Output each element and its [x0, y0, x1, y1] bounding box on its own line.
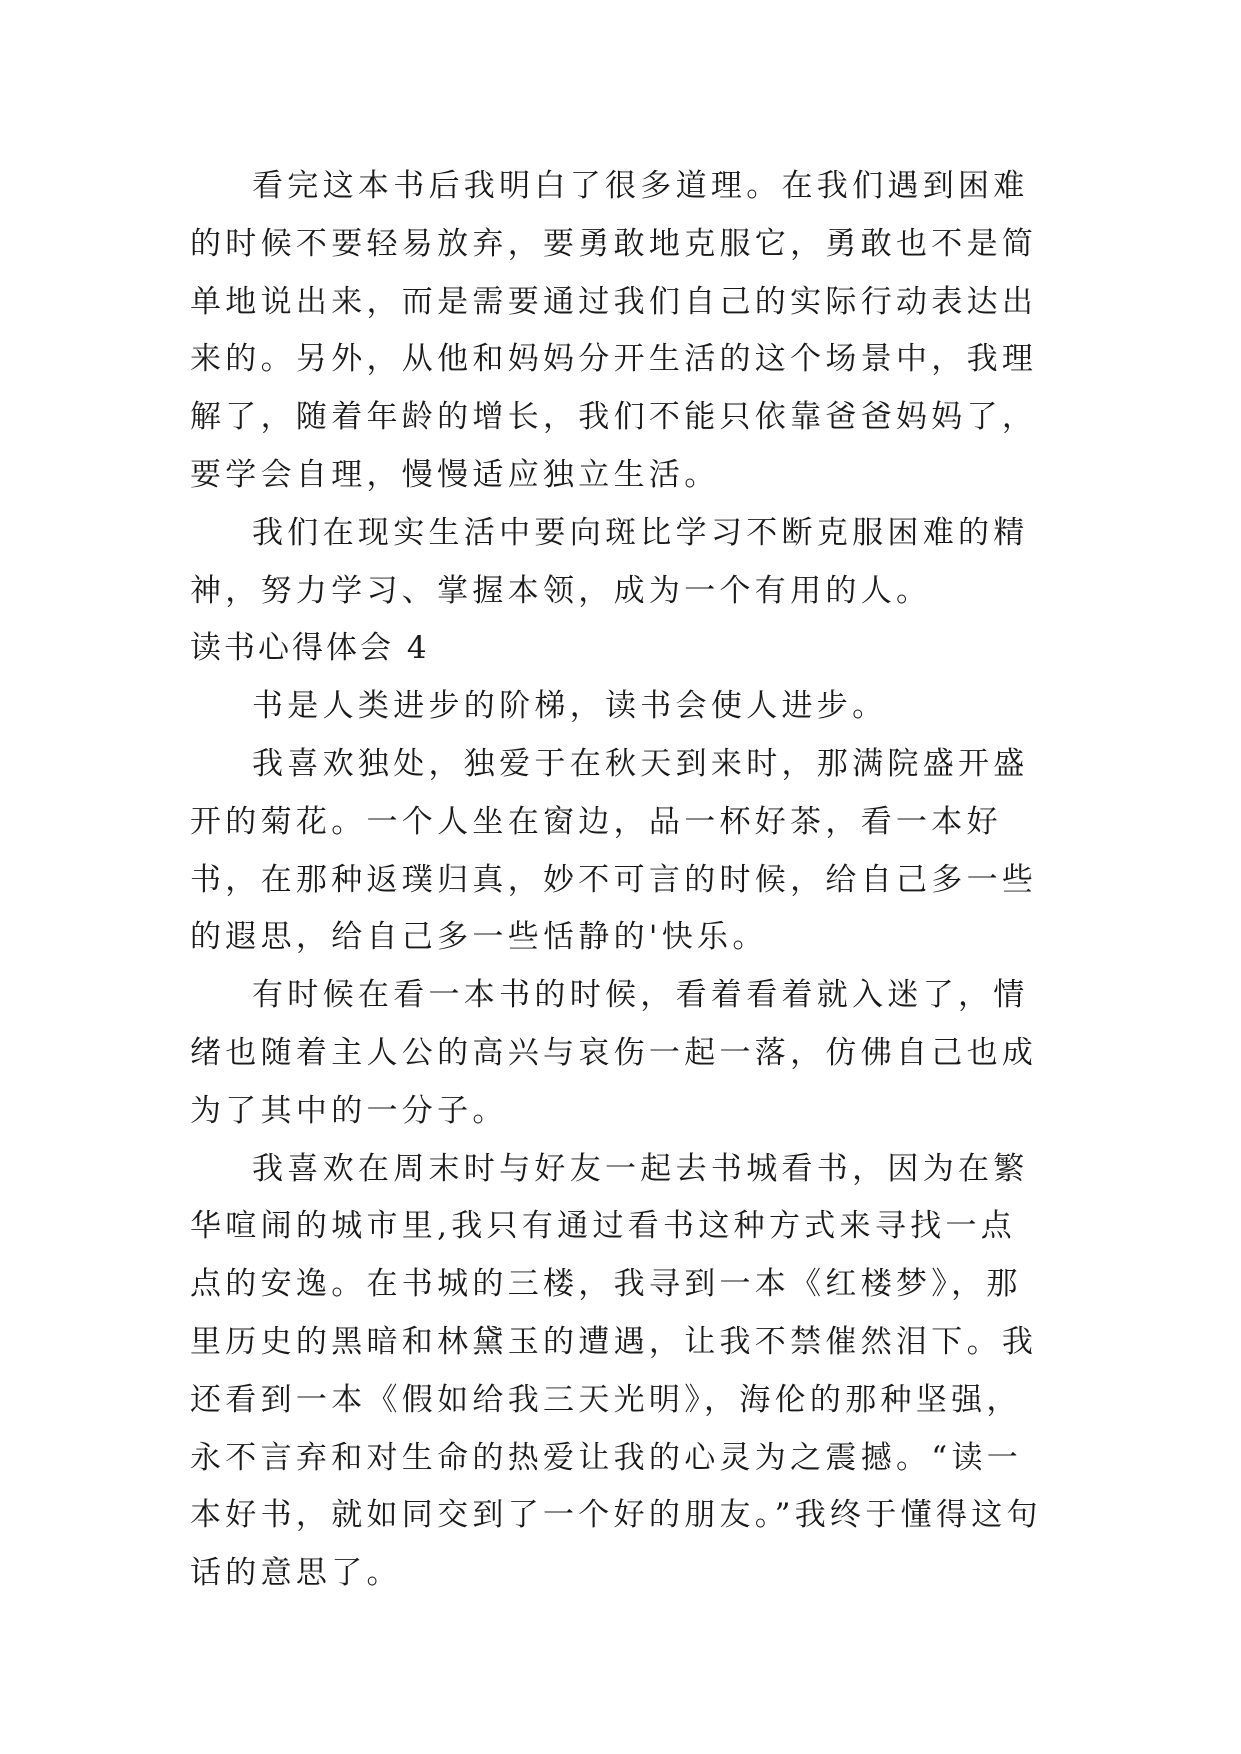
- document-body: [190, 158, 1050, 1603]
- paragraph: 我喜欢独处，独爱于在秋天到来时，那满院盛开盛开的菊花。一个人坐在窗边，品一杯好茶，看一本好书，在那种返璞归真，妙不可言的时候，给自己多一些的遐思，给自己多一些恬静的'快乐。: [190, 745, 1038, 956]
- paragraph: 看完这本书后我明白了很多道理。在我们遇到困难的时候不要轻易放弃，要勇敢地克服它，勇敢也不是简单地说出来，而是需要通过我们自己的实际行动表达出来的。另外，从他和妈妈分开生活的这个场景中，我理解了，随着年龄的增长，我们不能只依靠爸爸妈妈了，要学会自理，慢慢适应独立生活。: [190, 168, 1038, 493]
- paragraph: 有时候在看一本书的时候，看着看着就入迷了，情绪也随着主人公的高兴与哀伤一起一落，仿佛自己也成为了其中的一分子。: [190, 977, 1038, 1129]
- paragraph: 我喜欢在周末时与好友一起去书城看书，因为在繁华喧闹的城市里,我只有通过看书这种方式来寻找一点点的安逸。在书城的三楼，我寻到一本《红楼梦》，那里历史的黑暗和林黛玉的遭遇，让我不禁催然泪下。我还看到一本《假如给我三天光明》，海伦的那种坚强，永不言弃和对生命的热爱让我的心灵为之震撼。“读一本好书，就如同交到了一个好的朋友。”我终于懂得这句话的意思了。: [190, 1150, 1042, 1592]
- paragraph: 我们在现实生活中要向斑比学习不断克服困难的精神，努力学习、掌握本领，成为一个有用的人。: [190, 514, 1029, 609]
- paragraph: 书是人类进步的阶梯，读书会使人进步。: [252, 688, 888, 725]
- section-heading: 读书心得体会 4: [190, 630, 430, 667]
